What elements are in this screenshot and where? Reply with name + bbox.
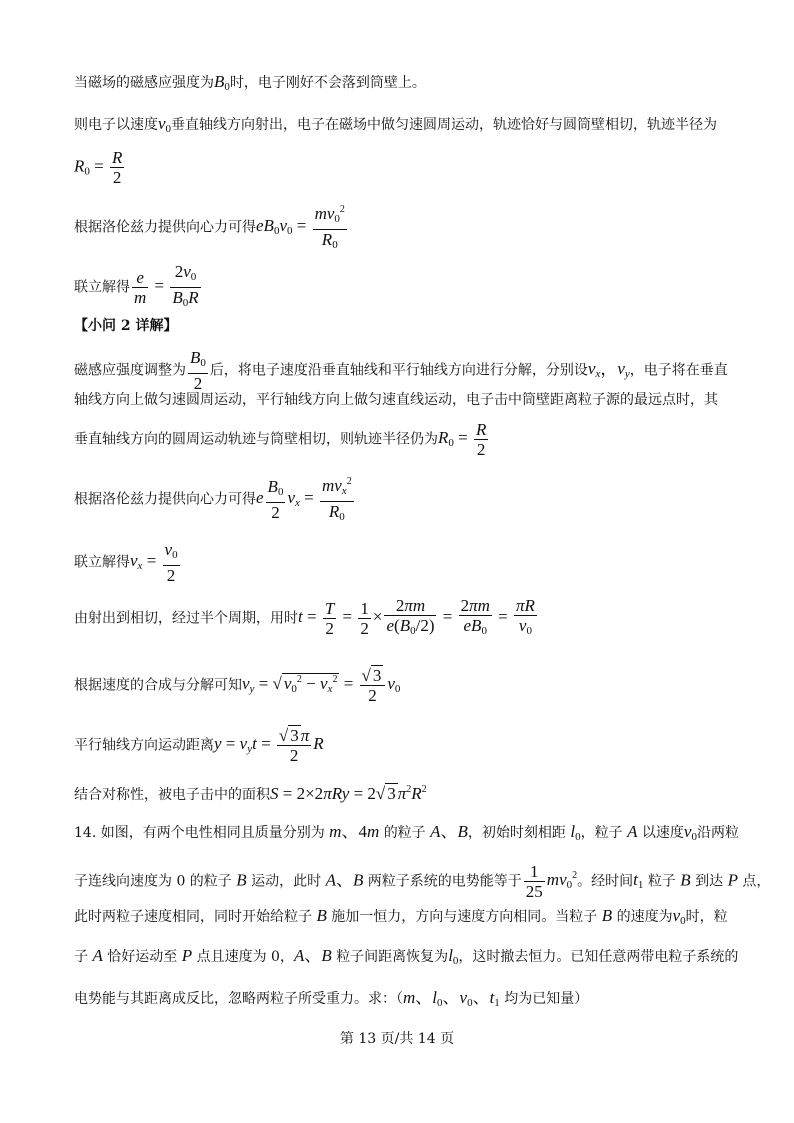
text-line-lorentz-1: 根据洛伦兹力提供向心力可得$eB_0v_0$ = $\frac{mv_0^2}{R_0}$ <box>74 200 349 255</box>
text-line-1: 当磁场的磁感应强度为$B_0$时，电子刚好不会落到筒壁上。 <box>74 72 426 93</box>
text-line-solve-2: 联立解得$v_x$ = $\frac{v_0}{2}$ <box>74 540 178 585</box>
text-line-vy: 根据速度的合成与分解可知$v_y$ = √ $v_0^2 - v_x^2$ = $\frac{√ 3}{2}$ $v_0$ <box>74 666 401 705</box>
text-line-9: 垂直轴线方向的圆周运动轨迹与筒壁相切，则轨迹半径仍为$R_0$ = $\frac{R}{2}$ <box>74 420 487 459</box>
text-line-8: 轴线方向上做匀速圆周运动，平行轴线方向上做匀速直线运动，电子击中筒壁距离粒子源的最远点时，其 <box>74 392 718 408</box>
text-line-area: 结合对称性，被电子击中的面积S = 2×2πRy = 2√ 3 $\pi^2R^2$ <box>74 784 427 803</box>
formula-r0: $R_0$ = $\frac{R}{2}$ <box>74 148 123 187</box>
text-line-lorentz-2: 根据洛伦兹力提供向心力可得e $\frac{B_0}{2}$ $v_x$ = $\frac{mv_x^2}{R_0}$ <box>74 472 356 527</box>
text-line-time: 由射出到相切，经过半个周期，用时t = $\frac{T}{2}$ = $\frac{1}{2}$ × $\frac{2\pi m}{e(B_0/2)}$ = $\frac{2\pi m}{eB_0}$ = $\frac{\pi R}{v_0}$ <box>74 596 535 638</box>
question-14-line-5: 电势能与其距离成反比，忽略两粒子所受重力。求：（m、$l_0$、$v_0$、$t_1$ 均为已知量） <box>74 988 589 1009</box>
section-heading: 【小问 2 详解】 <box>74 318 178 334</box>
text-line-solve-1: 联立解得 $\frac{e}{m}$ = $\frac{2v_0}{B_0R}$ <box>74 262 199 309</box>
page-footer: 第 13 页/共 14 页 <box>339 1031 455 1047</box>
question-14-line-3: 此时两粒子速度相同，同时开始给粒子 B 施加一恒力，方向与速度方向相同。当粒子 B 的速度为$v_0$时，粒 <box>74 906 728 927</box>
question-14-line-2: 子连线向速度为 0 的粒子 B 运动，此时 A、B 两粒子系统的电势能等于 $\frac{1}{25}$ $mv_0^2$。经时间$t_1$ 粒子 B 到达 P 点， <box>74 862 771 901</box>
text-line-2: 则电子以速度$v_0$垂直轴线方向射出，电子在磁场中做匀速圆周运动，轨迹恰好与圆筒壁相切，轨迹半径为 <box>74 114 718 135</box>
question-14-line-1: 14. 如图，有两个电性相同且质量分别为 m、4m 的粒子 A、B，初始时刻相距 $l_0$，粒子 A 以速度$v_0$沿两粒 <box>74 822 739 843</box>
question-14-line-4: 子 A 恰好运动至 P 点且速度为 0，A、B 粒子间距离恢复为$l_0$，这时撤去恒力。已知任意两带电粒子系统的 <box>74 946 739 967</box>
text-line-7: 磁感应强度调整为 $\frac{B_0}{2}$ 后，将电子速度沿垂直轴线和平行轴线方向进行分解，分别设$v_x$，$v_y$，电子将在垂直 <box>74 348 728 393</box>
text-line-y: 平行轴线方向运动距离$y = v_yt$ = $\frac{√ 3 \pi}{2}$ R <box>74 726 324 765</box>
